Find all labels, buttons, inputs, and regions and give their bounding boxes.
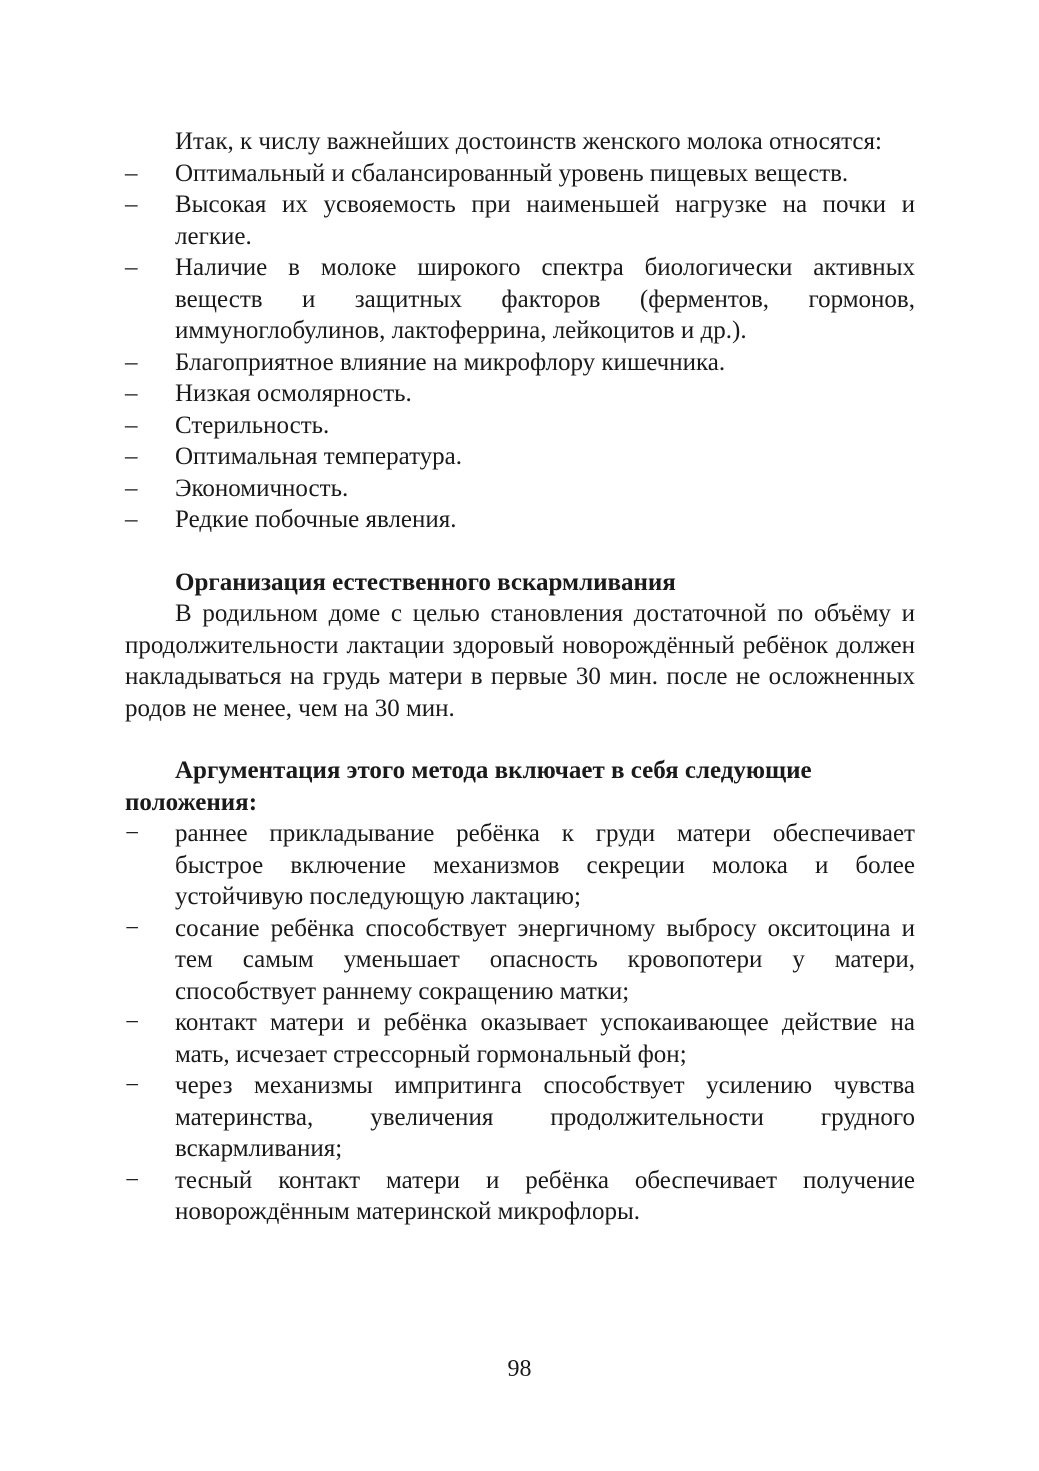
list-item-text: Наличие в молоке широкого спектра биологически активных веществ и защитных факторов (ферментов, гормонов, иммуноглобулинов, лактоферрина, лейкоцитов и др.). <box>175 254 915 344</box>
list-item-text: Экономичность. <box>175 474 349 502</box>
list-item <box>125 252 915 347</box>
list-dash: − <box>125 1072 140 1099</box>
argument-heading: Аргументация этого метода включает в себя следующие положения: <box>125 757 812 816</box>
list-item <box>125 189 915 252</box>
list-item <box>125 158 915 190</box>
list-dash: − <box>125 1009 140 1036</box>
list-item-text: Оптимальный и сбалансированный уровень пищевых веществ. <box>175 159 849 187</box>
list-item-text: Оптимальная температура. <box>175 443 463 470</box>
list-dash: – <box>125 380 138 407</box>
list-item <box>125 347 915 379</box>
page-number: 98 <box>507 1356 532 1382</box>
list-dash: − <box>125 914 140 942</box>
list-dash: – <box>125 348 138 376</box>
list-dash: – <box>125 443 138 470</box>
intro-paragraph: Итак, к числу важнейших достоинств женского молока относятся: <box>175 128 882 155</box>
list-item <box>125 1007 915 1070</box>
list-dash: − <box>125 820 140 847</box>
list-item <box>125 441 915 473</box>
section-paragraph: В родильном доме с целью становления достаточной по объёму и продолжительности лактации здоровый новорождённый ребёнок должен накладываться на грудь матери в первые 30 мин. после не осложненных родов не менее, чем на 30 мин. <box>125 600 915 722</box>
list-item <box>125 378 915 410</box>
list-item <box>125 818 915 913</box>
list-item-text: Высокая их усвояемость при наименьшей нагрузке на почки и легкие. <box>175 191 915 250</box>
section-heading: Организация естественного вскармливания <box>175 568 676 596</box>
list-item-text: раннее прикладывание ребёнка к груди матери обеспечивает быстрое включение механизмов секреции молока и более устойчивую последующую лактацию; <box>175 820 915 910</box>
list-item-text: через механизмы импритинга способствует усилению чувства материнства, увеличения продолжительности грудного вскармливания; <box>175 1072 915 1162</box>
list-item-text: Благоприятное влияние на микрофлору кишечника. <box>175 348 726 376</box>
spacer <box>125 724 915 755</box>
list-item <box>125 504 915 536</box>
list-dash: − <box>125 1166 140 1194</box>
list-dash: – <box>125 254 138 281</box>
list-dash: – <box>125 506 138 533</box>
list-item <box>125 473 915 505</box>
list-item <box>125 913 915 1008</box>
list-item-text: Стерильность. <box>175 411 330 439</box>
list-dash: – <box>125 159 138 187</box>
spacer <box>125 536 915 567</box>
list-item-text: сосание ребёнка способствует энергичному выбросу окситоцина и тем самым уменьшает опасность кровопотери у матери, способствует раннему сокращению матки; <box>175 914 915 1005</box>
list-item-text: контакт матери и ребёнка оказывает успокаивающее действие на мать, исчезает стрессорный гормональный фон; <box>175 1009 915 1068</box>
list-item <box>125 410 915 442</box>
advantages-list <box>125 158 915 536</box>
list-item <box>125 1070 915 1165</box>
list-item-text: Низкая осмолярность. <box>175 380 412 407</box>
arguments-list <box>125 818 915 1228</box>
list-dash: – <box>125 474 138 502</box>
list-item <box>125 1165 915 1228</box>
list-dash: – <box>125 191 138 218</box>
list-item-text: тесный контакт матери и ребёнка обеспечивает получение новорождённым материнской микрофлоры. <box>175 1166 915 1225</box>
list-dash: – <box>125 411 138 439</box>
list-item-text: Редкие побочные явления. <box>175 506 457 533</box>
page-content <box>125 126 915 1228</box>
